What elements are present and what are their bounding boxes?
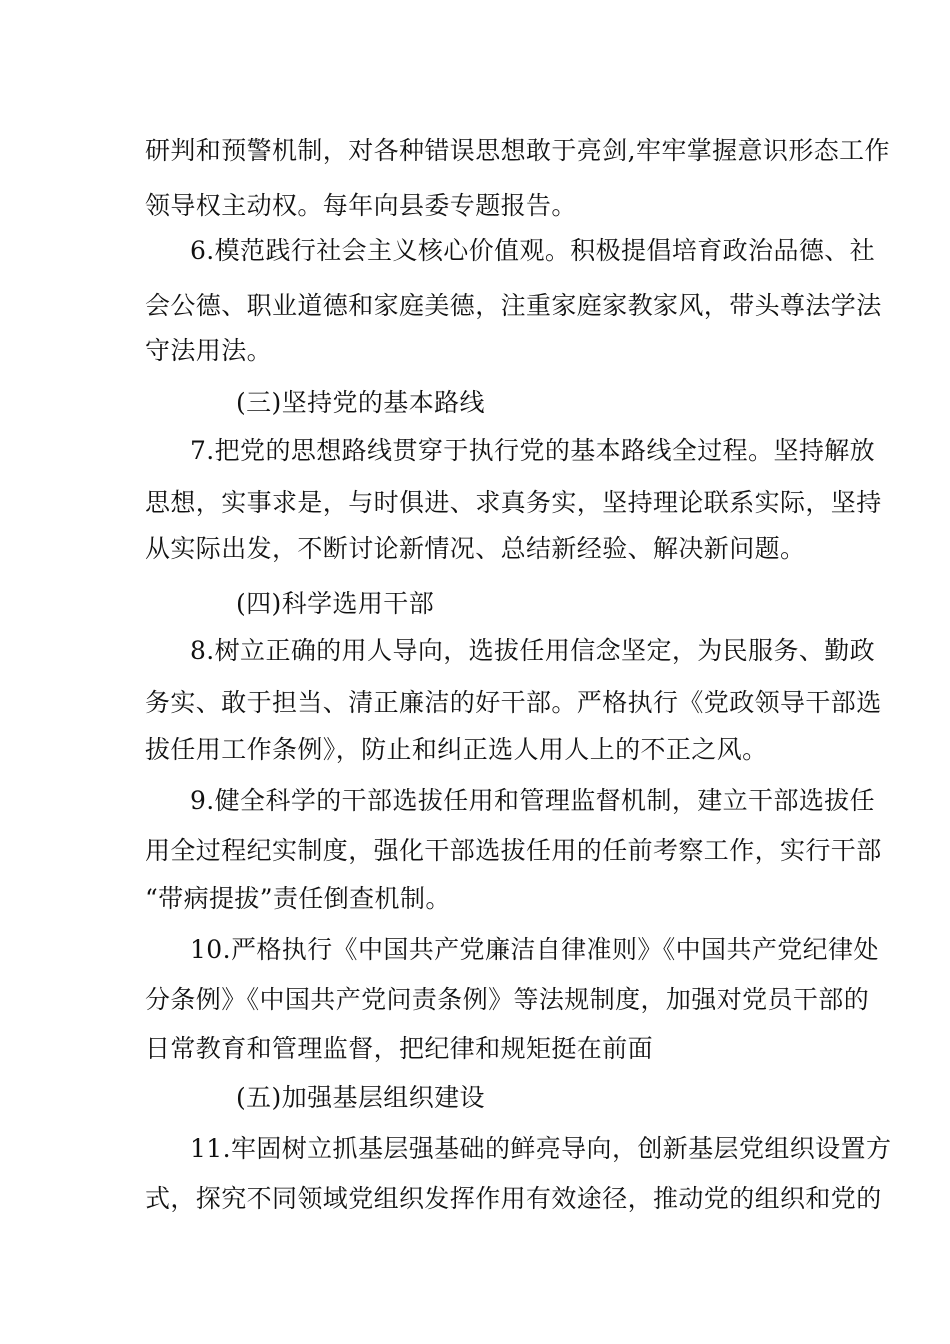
text-line: 研判和预警机制，对各种错误思想敢于亮剑,牢牢掌握意识形态工作 [145, 136, 890, 165]
text-line: 分条例》《中国共产党问责条例》等法规制度，加强对党员干部的 [145, 985, 870, 1014]
text-line: 会公德、职业道德和家庭美德，注重家庭家教家风，带头尊法学法 [145, 291, 882, 320]
paragraph-first-line: 7.把党的思想路线贯穿于执行党的基本路线全过程。坚持解放 [190, 436, 876, 465]
paragraph-first-line: 11.牢固树立抓基层强基础的鲜亮导向，创新基层党组织设置方 [190, 1134, 892, 1163]
paragraph-first-line: 8.树立正确的用人导向，选拔任用信念坚定，为民服务、勤政 [190, 636, 876, 665]
paragraph-first-line: 10.严格执行《中国共产党廉洁自律准则》《中国共产党纪律处 [190, 935, 879, 964]
text-line: 日常教育和管理监督，把纪律和规矩挺在前面 [145, 1034, 654, 1063]
text-line: 守法用法。 [145, 336, 273, 365]
paragraph-first-line: 9.健全科学的干部选拔任用和管理监督机制，建立干部选拔任 [190, 786, 876, 815]
section-heading: (五)加强基层组织建设 [236, 1083, 485, 1112]
text-line: 用全过程纪实制度，强化干部选拔任用的任前考察工作，实行干部 [145, 836, 882, 865]
text-line: 思想，实事求是，与时俱进、求真务实，坚持理论联系实际，坚持 [145, 488, 882, 517]
section-heading: (三)坚持党的基本路线 [236, 388, 485, 417]
text-line: 从实际出发，不断讨论新情况、总结新经验、解决新问题。 [145, 534, 806, 563]
section-heading: (四)科学选用干部 [236, 589, 435, 618]
text-line: “带病提拔”责任倒查机制。 [145, 884, 451, 913]
paragraph-first-line: 6.模范践行社会主义核心价值观。积极提倡培育政治品德、社 [190, 236, 876, 265]
text-line: 务实、敢于担当、清正廉洁的好干部。严格执行《党政领导干部选 [145, 688, 882, 717]
text-line: 领导权主动权。每年向县委专题报告。 [145, 191, 577, 220]
text-line: 式，探究不同领域党组织发挥作用有效途径，推动党的组织和党的 [145, 1184, 882, 1213]
text-line: 拔任用工作条例》，防止和纠正选人用人上的不正之风。 [145, 735, 768, 764]
